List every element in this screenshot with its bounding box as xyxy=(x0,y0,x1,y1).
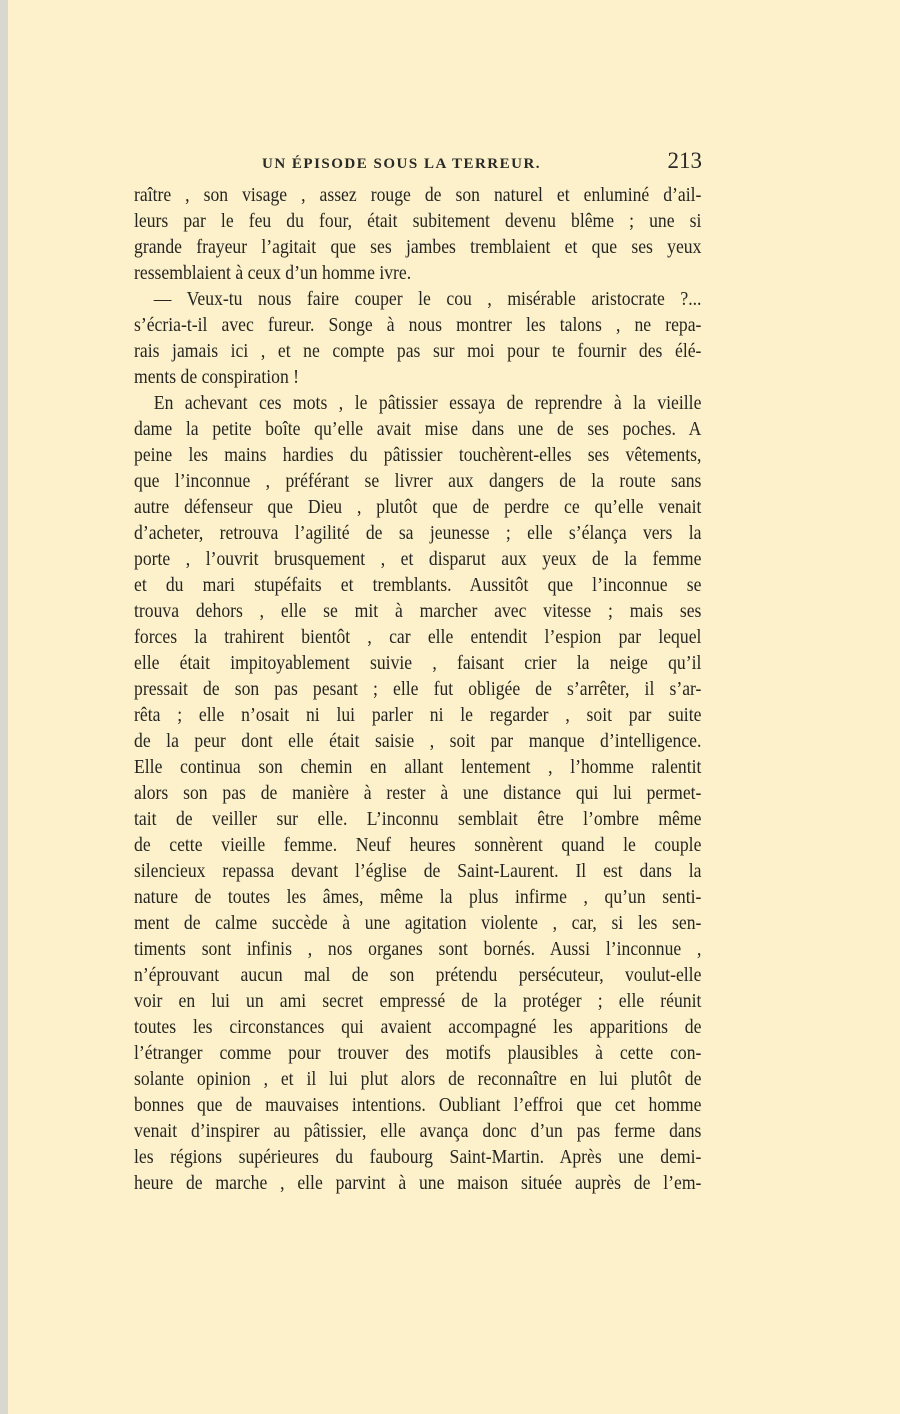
text-line: nature de toutes les âmes, même la plus infirme , qu’un senti- xyxy=(134,887,702,908)
text-line: leurs par le feu du four, était subitement devenu blême ; une si xyxy=(134,211,702,232)
text-line: tait de veiller sur elle. L’inconnu semblait être l’ombre même xyxy=(134,809,702,830)
text-line: d’acheter, retrouva l’agilité de sa jeunesse ; elle s’élança vers la xyxy=(134,523,702,544)
page-number: 213 xyxy=(667,148,702,173)
text-line: de la peur dont elle était saisie , soit par manque d’intelligence. xyxy=(134,731,702,752)
text-line: peine les mains hardies du pâtissier touchèrent-elles ses vêtements, xyxy=(134,445,702,466)
text-line: que l’inconnue , préférant se livrer aux dangers de la route sans xyxy=(134,471,702,492)
text-line: dame la petite boîte qu’elle avait mise dans une de ses poches. A xyxy=(134,419,702,440)
running-header xyxy=(134,148,702,178)
text-line: ressemblaient à ceux d’un homme ivre. xyxy=(134,263,412,284)
text-line: ment de calme succède à une agitation violente , car, si les sen- xyxy=(134,913,702,934)
text-line: bonnes que de mauvaises intentions. Oubliant l’effroi que cet homme xyxy=(134,1095,702,1116)
text-line: autre défenseur que Dieu , plutôt que de perdre ce qu’elle venait xyxy=(134,497,702,518)
running-title: UN ÉPISODE SOUS LA TERREUR. xyxy=(262,156,542,172)
text-line: ments de conspiration ! xyxy=(134,367,300,388)
text-line: heure de marche , elle parvint à une maison située auprès de l’em- xyxy=(134,1173,702,1194)
text-line: elle était impitoyablement suivie , faisant crier la neige qu’il xyxy=(134,653,702,674)
text-line: toutes les circonstances qui avaient accompagné les apparitions de xyxy=(134,1017,702,1038)
text-line: grande frayeur l’agitait que ses jambes tremblaient et que ses yeux xyxy=(134,237,702,258)
text-line: de cette vieille femme. Neuf heures sonnèrent quand le couple xyxy=(134,835,702,856)
text-line: l’étranger comme pour trouver des motifs plausibles à cette con- xyxy=(134,1043,702,1064)
text-line: s’écria-t-il avec fureur. Songe à nous montrer les talons , ne repa- xyxy=(134,315,702,336)
text-line: voir en lui un ami secret empressé de la protéger ; elle réunit xyxy=(134,991,702,1012)
text-line: raître , son visage , assez rouge de son naturel et enluminé d’ail- xyxy=(134,185,702,206)
text-line: pressait de son pas pesant ; elle fut obligée de s’arrêter, il s’ar- xyxy=(134,679,702,700)
text-line: forces la trahirent bientôt , car elle entendit l’espion par lequel xyxy=(134,627,702,648)
text-line: rais jamais ici , et ne compte pas sur moi pour te fournir des élé- xyxy=(134,341,702,362)
text-line: En achevant ces mots , le pâtissier essaya de reprendre à la vieille xyxy=(153,393,702,414)
text-line: venait d’inspirer au pâtissier, elle avança donc d’un pas ferme dans xyxy=(134,1121,702,1142)
text-line: solante opinion , et il lui plut alors de reconnaître en lui plutôt de xyxy=(134,1069,702,1090)
body-text xyxy=(134,183,702,1197)
text-line: les régions supérieures du faubourg Saint-Martin. Après une demi- xyxy=(134,1147,702,1168)
text-line: n’éprouvant aucun mal de son prétendu persécuteur, voulut-elle xyxy=(134,965,702,986)
text-line: alors son pas de manière à rester à une distance qui lui permet- xyxy=(134,783,702,804)
text-line: rêta ; elle n’osait ni lui parler ni le regarder , soit par suite xyxy=(134,705,702,726)
text-line: Elle continua son chemin en allant lentement , l’homme ralentit xyxy=(134,757,702,778)
text-line: trouva dehors , elle se mit à marcher avec vitesse ; mais ses xyxy=(134,601,702,622)
text-line: porte , l’ouvrit brusquement , et disparut aux yeux de la femme xyxy=(134,549,702,570)
text-line: et du mari stupéfaits et tremblants. Aussitôt que l’inconnue se xyxy=(134,575,702,596)
text-line: silencieux repassa devant l’église de Saint-Laurent. Il est dans la xyxy=(134,861,702,882)
page-edge xyxy=(0,0,8,1414)
text-line: timents sont infinis , nos organes sont bornés. Aussi l’inconnue , xyxy=(134,939,702,960)
text-line: — Veux-tu nous faire couper le cou , misérable aristocrate ?... xyxy=(153,289,702,310)
